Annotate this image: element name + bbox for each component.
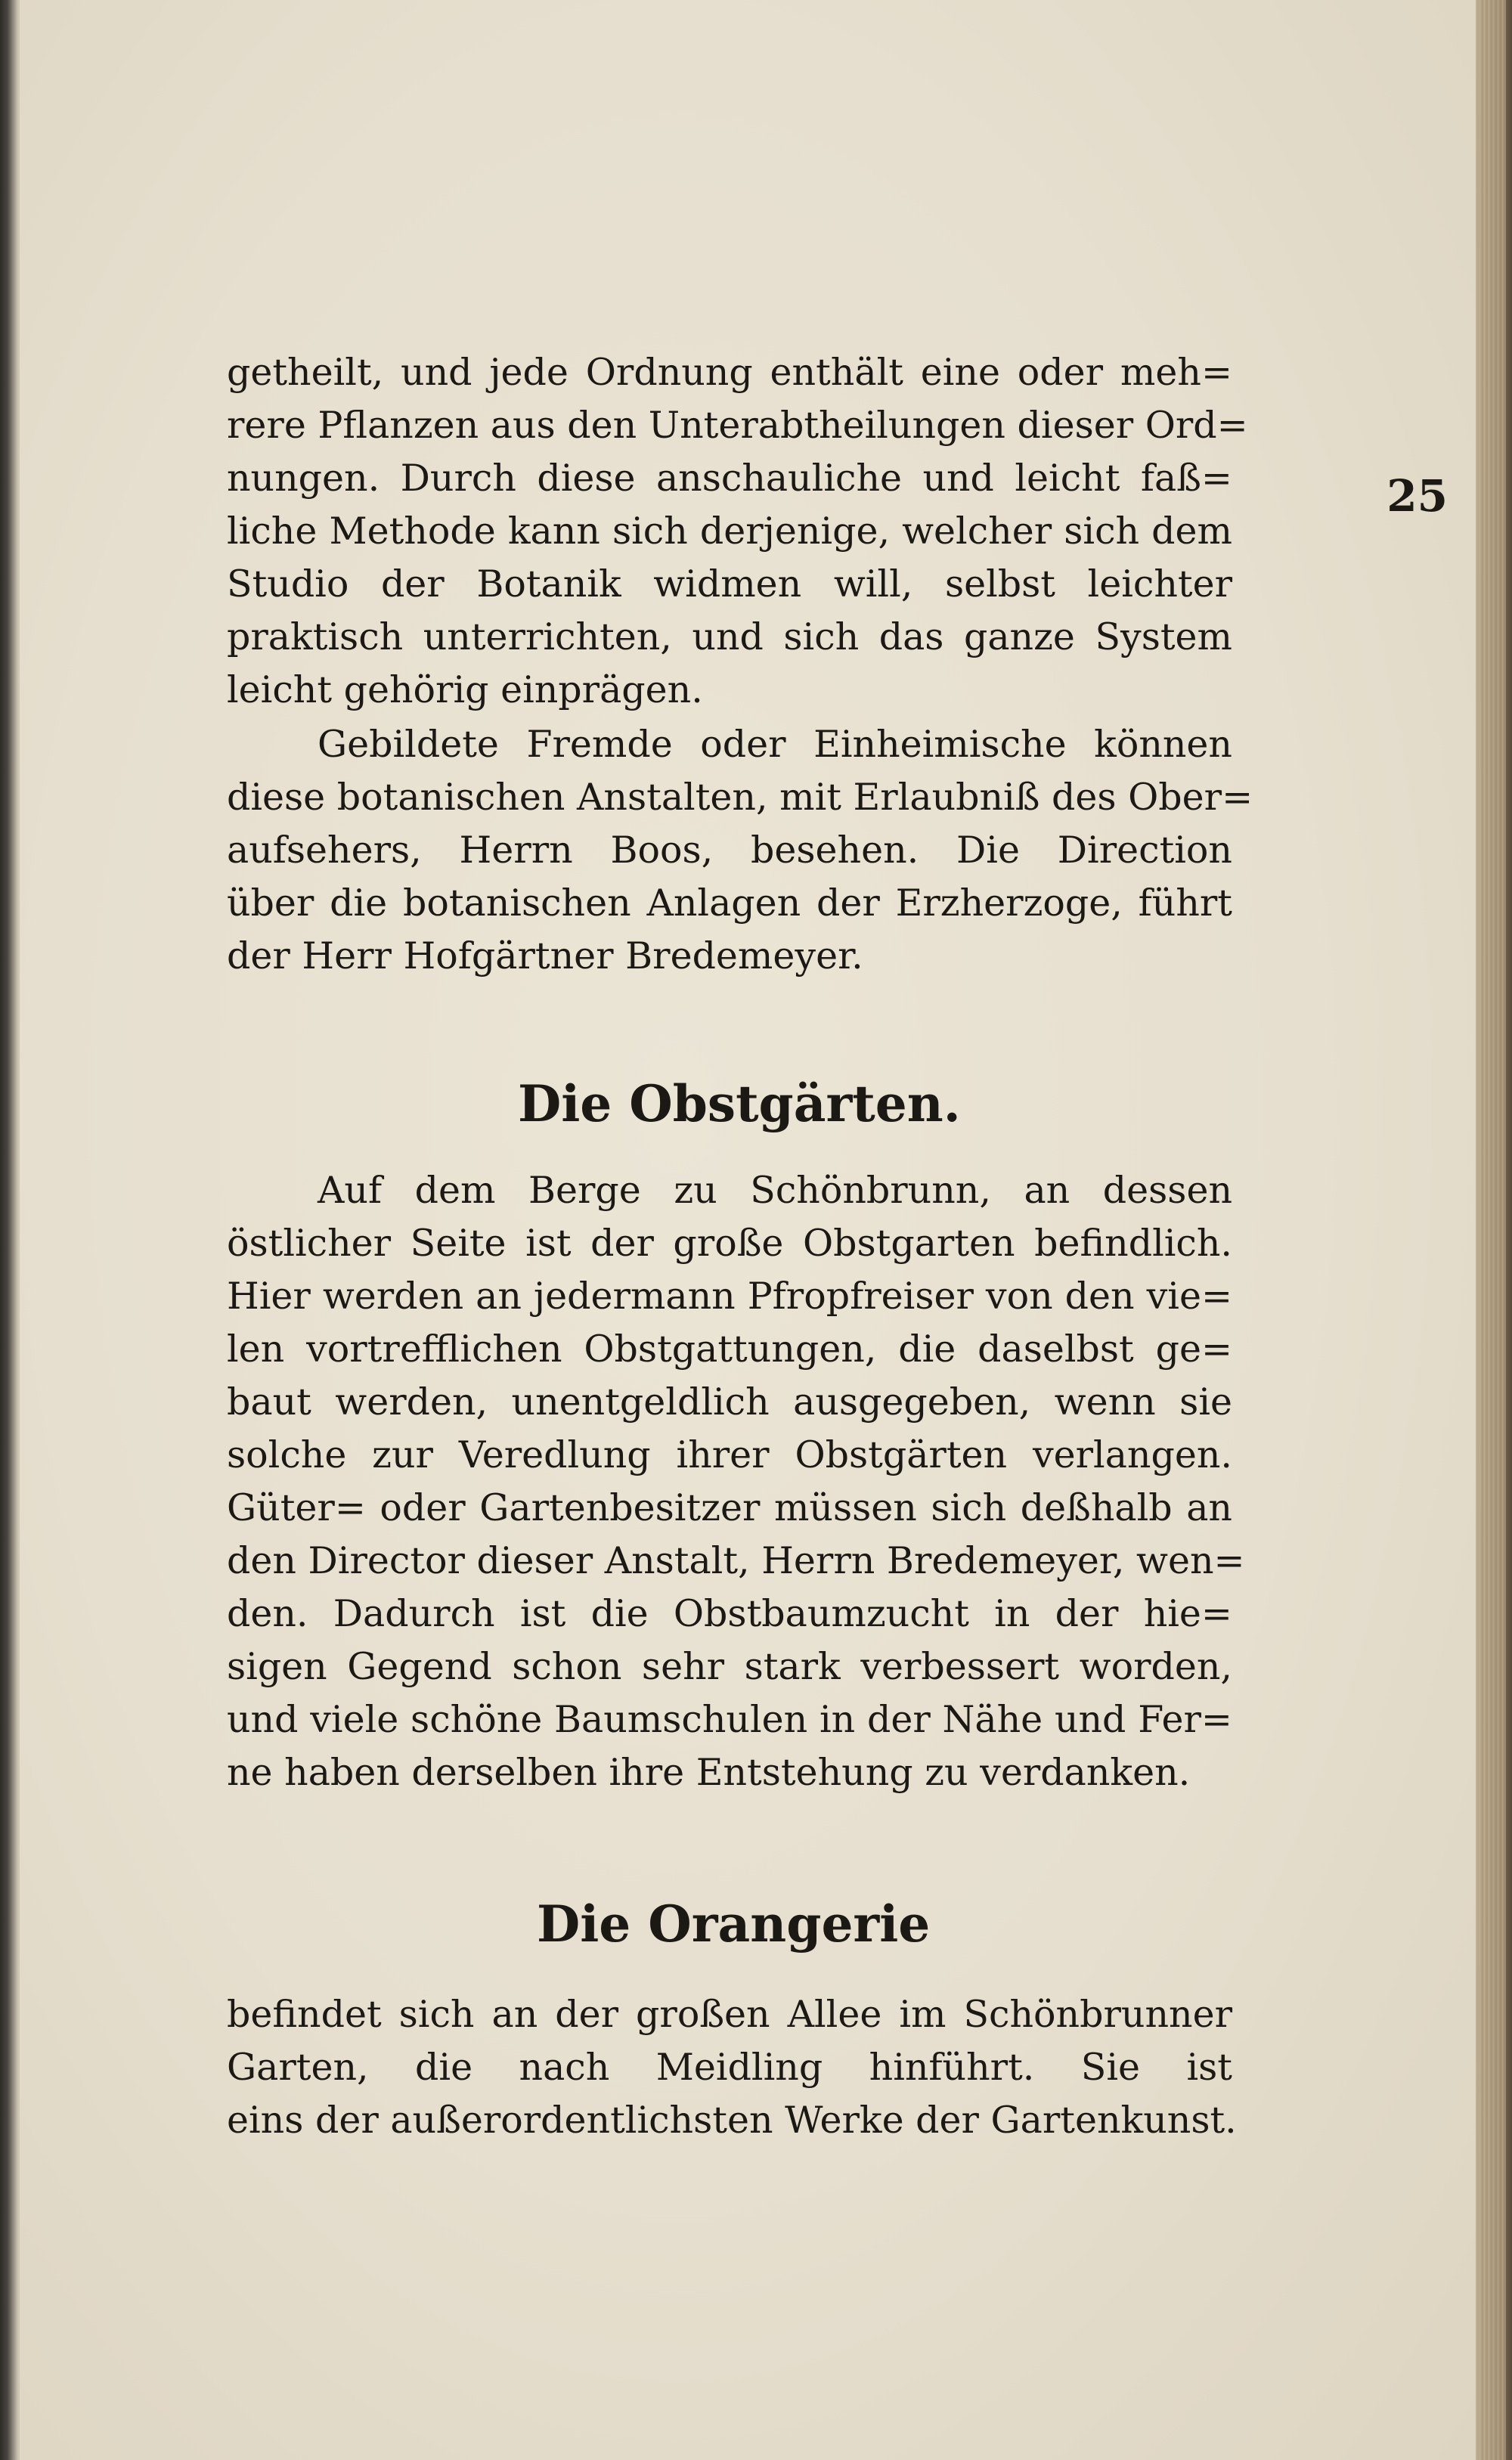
text-line: diese botanischen Anstalten, mit Erlaubniß des Ober=: [227, 776, 1253, 819]
page-number: 25: [1387, 470, 1448, 522]
text-line: den Director dieser Anstalt, Herrn Bredemeyer, wen=: [227, 1539, 1245, 1582]
text-line: leicht gehörig einprägen.: [227, 668, 703, 711]
text-line: Studio der Botanik widmen will, selbst leichter: [227, 562, 1232, 606]
text-line: nungen. Durch diese anschauliche und leicht faß=: [227, 457, 1232, 500]
text-line: Güter= oder Gartenbesitzer müssen sich deßhalb an: [227, 1486, 1232, 1529]
text-line: den. Dadurch ist die Obstbaumzucht in der hie=: [227, 1592, 1232, 1635]
text-line: praktisch unterrichten, und sich das ganze System: [227, 615, 1232, 658]
text-line: über die botanischen Anlagen der Erzherzoge, führt: [227, 881, 1232, 925]
section-heading-orangerie: Die Orangerie: [537, 1895, 931, 1953]
text-line: sigen Gegend schon sehr stark verbessert worden,: [227, 1645, 1232, 1688]
text-line: Auf dem Berge zu Schönbrunn, an dessen: [318, 1169, 1232, 1212]
text-line: Hier werden an jedermann Pfropfreiser von den vie=: [227, 1275, 1232, 1318]
text-line: befindet sich an der großen Allee im Schönbrunner: [227, 1993, 1232, 2036]
text-line: eins der außerordentlichsten Werke der Gartenkunst.: [227, 2099, 1237, 2142]
text-line: liche Methode kann sich derjenige, welcher sich dem: [227, 510, 1232, 553]
text-line: rere Pflanzen aus den Unterabtheilungen dieser Ord=: [227, 404, 1248, 447]
text-line: ne haben derselben ihre Entstehung zu verdanken.: [227, 1751, 1191, 1794]
text-line: der Herr Hofgärtner Bredemeyer.: [227, 934, 863, 977]
text-line: getheilt, und jede Ordnung enthält eine oder meh=: [227, 351, 1232, 394]
text-line: und viele schöne Baumschulen in der Nähe und Fer=: [227, 1698, 1232, 1741]
page-edges: [1476, 0, 1506, 2460]
text-line: Garten, die nach Meidling hinführt. Sie ist: [227, 2046, 1232, 2089]
text-line: baut werden, unentgeldlich ausgegeben, wenn sie: [227, 1380, 1232, 1424]
section-heading-obstgaerten: Die Obstgärten.: [518, 1074, 961, 1133]
text-line: Gebildete Fremde oder Einheimische können: [318, 723, 1232, 766]
text-line: aufsehers, Herrn Boos, besehen. Die Direction: [227, 829, 1232, 872]
text-line: solche zur Veredlung ihrer Obstgärten verlangen.: [227, 1433, 1232, 1476]
text-line: len vortrefflichen Obstgattungen, die daselbst ge=: [227, 1328, 1232, 1371]
text-line: östlicher Seite ist der große Obstgarten befindlich.: [227, 1222, 1232, 1265]
